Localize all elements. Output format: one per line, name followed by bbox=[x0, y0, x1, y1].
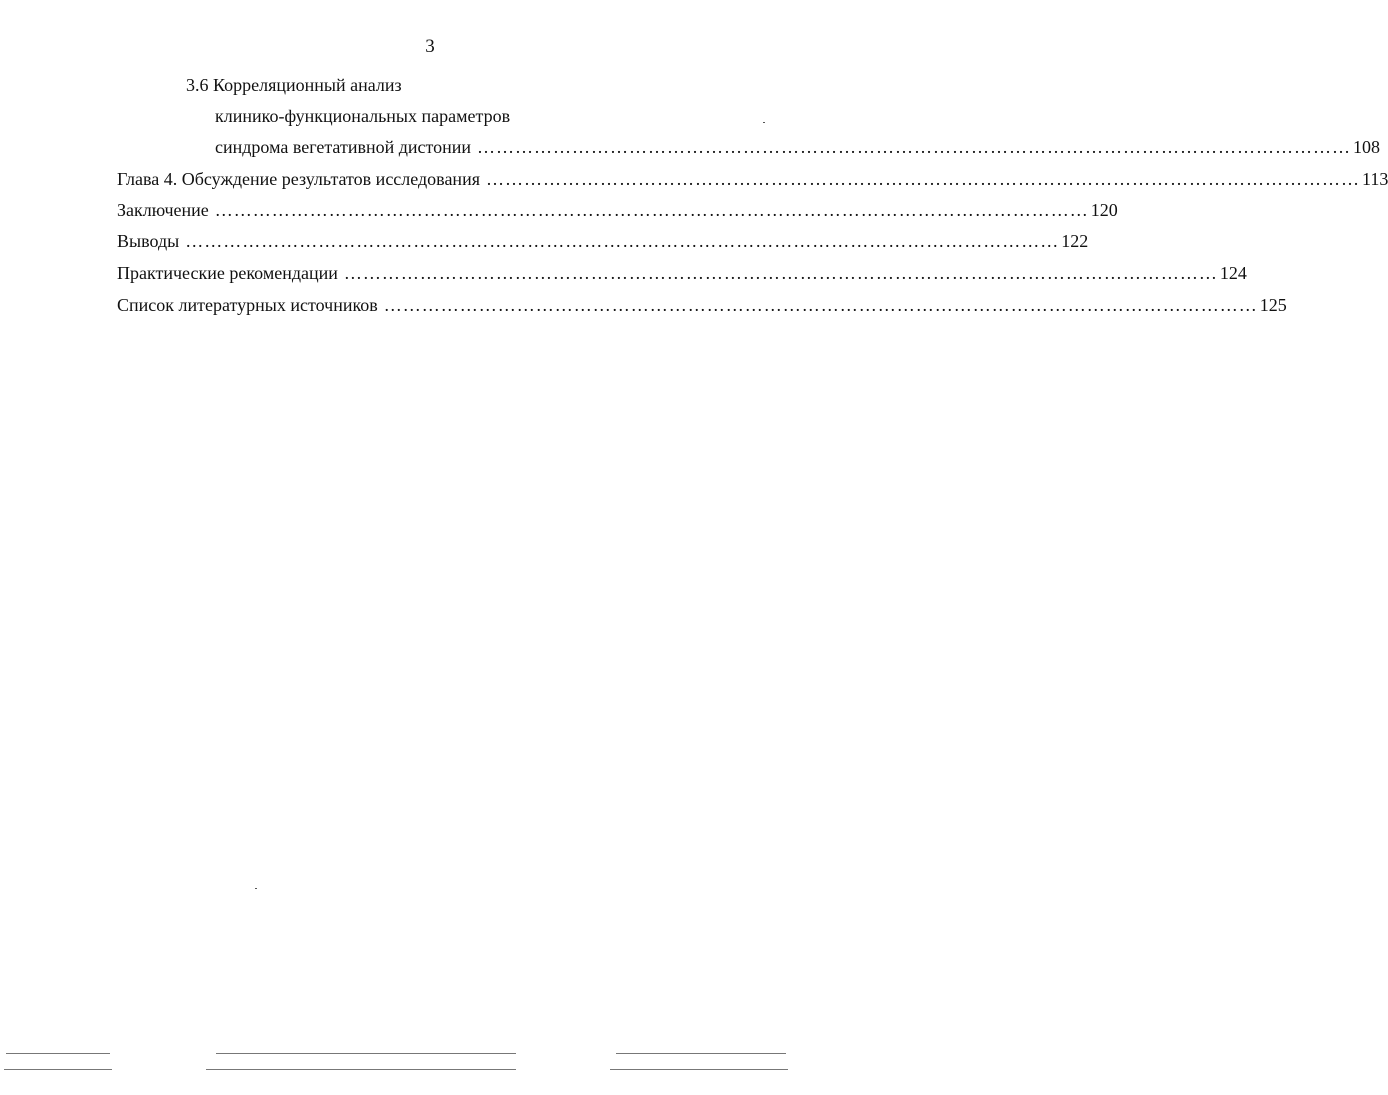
toc-entry-page: 108 bbox=[1353, 137, 1381, 157]
toc-entry-title: Выводы bbox=[117, 231, 180, 251]
toc-section-3-6-line-1: 3.6 Корреляционный анализ bbox=[186, 75, 402, 95]
toc-entry-title: Глава 4. Обсуждение результатов исследования bbox=[117, 169, 480, 189]
toc-leader-dots: ………………………………………………………………………………………………………………………… bbox=[485, 169, 1360, 189]
toc-entry-page: 124 bbox=[1219, 263, 1247, 283]
toc-entry-title: Заключение bbox=[117, 200, 209, 220]
scan-speck bbox=[255, 888, 257, 889]
scan-edge-line bbox=[6, 1053, 110, 1054]
toc-entry-title: Практические рекомендации bbox=[117, 263, 338, 283]
toc-entry-references bbox=[117, 294, 1287, 316]
toc-entry-3-6 bbox=[215, 136, 1381, 158]
toc-entry-page: 122 bbox=[1061, 231, 1089, 251]
toc-entry-page: 125 bbox=[1259, 295, 1287, 315]
toc-leader-dots: ………………………………………………………………………………………………………………………… bbox=[214, 200, 1089, 220]
scan-edge-line bbox=[610, 1069, 788, 1070]
toc-entry-conclusion bbox=[117, 199, 1118, 221]
toc-entry-recommendations bbox=[117, 262, 1247, 284]
scan-edge-line bbox=[206, 1069, 516, 1070]
scan-edge-line bbox=[616, 1053, 786, 1054]
toc-entry-page: 113 bbox=[1361, 169, 1388, 189]
toc-entry-findings bbox=[117, 230, 1089, 252]
toc-leader-dots: ………………………………………………………………………………………………………………………… bbox=[383, 295, 1258, 315]
toc-section-3-6-line-2: клинико-функциональных параметров bbox=[215, 106, 511, 126]
toc-entry-title: Список литературных источников bbox=[117, 295, 378, 315]
page-number: 3 bbox=[425, 36, 435, 57]
toc-entry-page: 120 bbox=[1090, 200, 1118, 220]
toc-leader-dots: ………………………………………………………………………………………………………………………… bbox=[343, 263, 1218, 283]
toc-leader-dots: ………………………………………………………………………………………………………………………… bbox=[185, 231, 1060, 251]
scan-speck bbox=[763, 122, 765, 123]
toc-entry-title: синдрома вегетативной дистонии bbox=[215, 137, 472, 157]
toc-leader-dots: ………………………………………………………………………………………………………………………… bbox=[477, 137, 1352, 157]
scan-edge-line bbox=[216, 1053, 516, 1054]
scan-edge-line bbox=[4, 1069, 112, 1070]
toc-entry-chapter-4 bbox=[117, 168, 1388, 190]
